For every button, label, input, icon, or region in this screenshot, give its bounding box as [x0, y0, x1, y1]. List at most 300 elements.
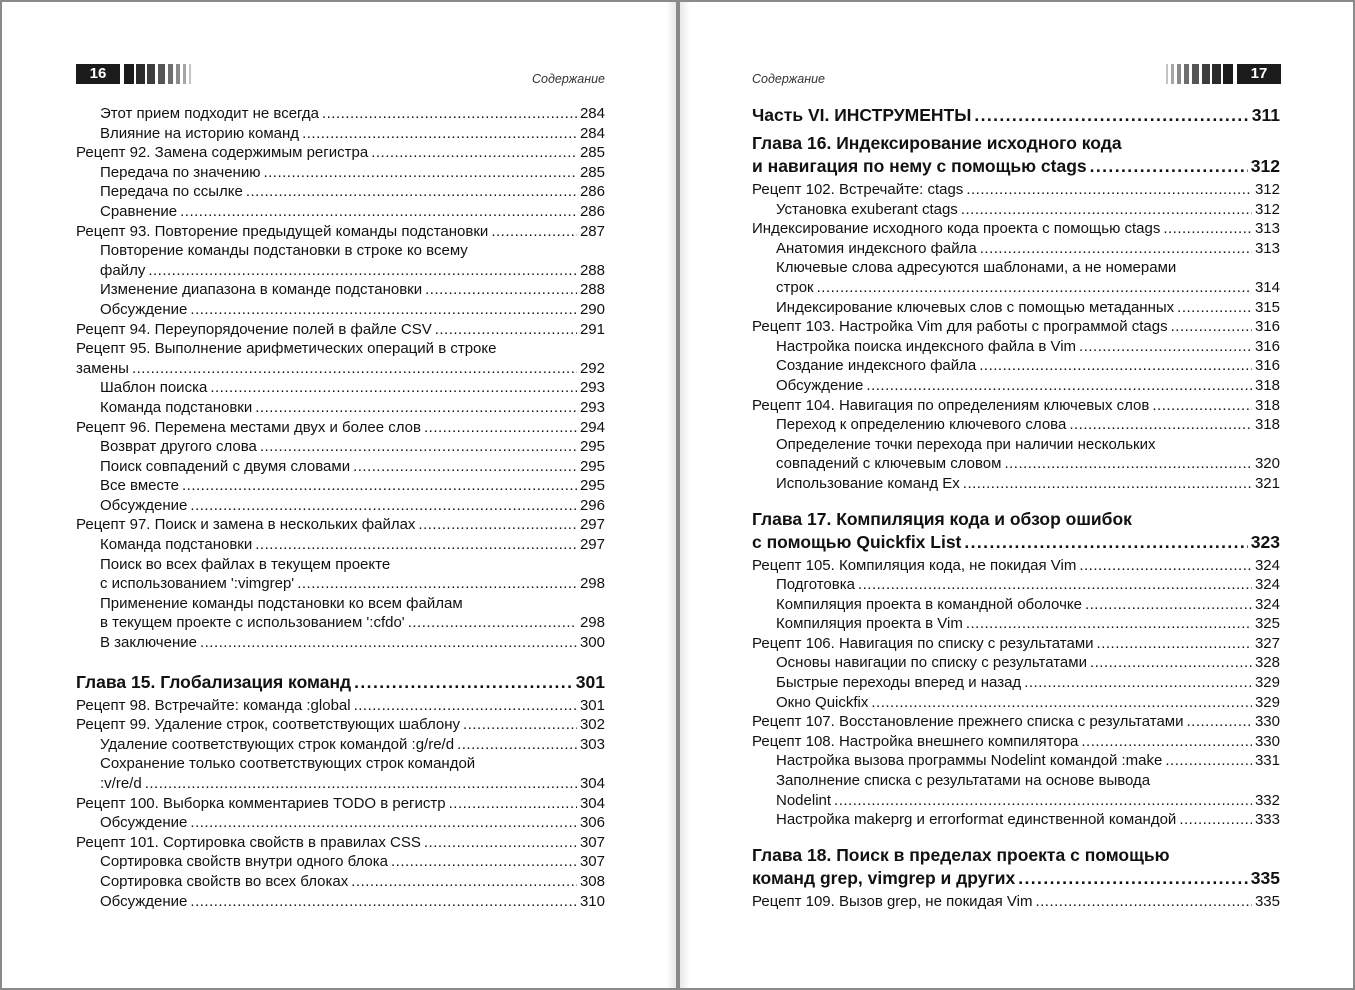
toc-gap [76, 653, 605, 671]
toc-leader-dots [297, 574, 577, 594]
toc-page-number: 295 [579, 457, 605, 475]
toc-entry [76, 182, 605, 202]
toc-gap [752, 830, 1280, 844]
toc-leader-dots [354, 671, 573, 694]
toc-page-number: 323 [1250, 531, 1280, 552]
toc-entry [76, 124, 605, 144]
toc-leader-dots [255, 535, 577, 555]
toc-entry-title: Использование команд Ex [776, 474, 960, 492]
toc-entry [76, 241, 605, 261]
toc-entry-title: Изменение диапазона в команде подстановки [100, 281, 423, 299]
toc-page-number: 297 [579, 536, 605, 554]
toc-leader-dots [491, 222, 577, 242]
toc-entry [752, 673, 1280, 693]
toc-page-number: 304 [579, 775, 605, 792]
toc-entry [76, 476, 605, 496]
toc-leader-dots [132, 359, 577, 379]
toc-entry [752, 595, 1280, 615]
right-running-title: Содержание [752, 72, 825, 86]
toc-entry-title: Повторение команды подстановки в строке ко всему [100, 242, 468, 260]
toc-heading [752, 132, 1280, 155]
toc-page-number: 301 [579, 696, 605, 714]
toc-leader-dots [424, 833, 577, 853]
toc-page-number: 318 [1254, 396, 1280, 414]
toc-entry-title: Рецепт 104. Навигация по определениям ключевых слов [752, 396, 1150, 414]
toc-entry [76, 163, 605, 183]
toc-page-number: 312 [1250, 156, 1280, 176]
toc-entry [76, 833, 605, 853]
toc-entry-title: Передача по ссылке [100, 183, 243, 201]
toc-leader-dots [145, 774, 577, 794]
toc-page-number: 306 [579, 814, 605, 832]
toc-leader-dots [1004, 454, 1252, 474]
toc-entry-title: Шаблон поиска [100, 379, 208, 397]
toc-entry [752, 474, 1280, 494]
toc-entry-title: Основы навигации по списку с результатами [776, 654, 1087, 672]
toc-page-number: 286 [579, 202, 605, 220]
toc-leader-dots [1186, 712, 1251, 732]
toc-page-number: 298 [579, 575, 605, 593]
toc-entry-title: Заполнение списка с результатами на основе вывода [776, 772, 1151, 790]
toc-gap [752, 494, 1280, 508]
toc-page-number: 300 [579, 634, 605, 652]
right-header [752, 64, 1281, 84]
toc-leader-dots [1079, 556, 1252, 576]
toc-page-number: 303 [579, 735, 605, 753]
toc-entry-title: Рецепт 93. Повторение предыдущей команды подстановки [76, 222, 489, 240]
toc-entry-title: Рецепт 99. Удаление строк, соответствующих шаблону [76, 716, 461, 734]
toc-leader-dots [966, 180, 1252, 200]
toc-entry [752, 771, 1280, 791]
toc-entry [76, 852, 605, 872]
toc-page-number: 324 [1254, 556, 1280, 574]
toc-entry-title: Обсуждение [100, 300, 188, 318]
toc-entry [752, 454, 1280, 474]
toc-page-number: 294 [579, 418, 605, 436]
toc-page-number: 318 [1254, 376, 1280, 394]
toc-page-number: 302 [579, 716, 605, 734]
toc-heading [752, 104, 1280, 127]
toc-entry-title: Поиск во всех файлах в текущем проекте [100, 555, 391, 573]
toc-entry-title: В заключение [100, 634, 197, 652]
right-page [680, 2, 1353, 988]
toc-leader-dots [463, 715, 577, 735]
toc-entry-title: команд grep, vimgrep и других [752, 867, 1016, 888]
toc-page-number: 312 [1254, 181, 1280, 198]
toc-entry [752, 712, 1280, 732]
toc-page-number: 320 [1254, 455, 1280, 473]
toc-entry-title: Настройка вызова программы Nodelint командой :make [776, 752, 1163, 770]
toc-entry-title: Удаление соответствующих строк командой :g/re/d [100, 735, 455, 753]
toc-leader-dots [260, 437, 577, 457]
toc-entry [76, 378, 605, 398]
toc-entry-title: Обсуждение [100, 496, 188, 514]
toc-page-number: 287 [579, 222, 605, 240]
toc-page-number: 324 [1254, 576, 1280, 594]
toc-page-number: 295 [579, 477, 605, 495]
toc-entry-title: Настройка поиска индексного файла в Vim [776, 337, 1077, 355]
toc-page-number: 285 [579, 163, 605, 181]
toc-page-number: 310 [579, 892, 605, 910]
toc-entry-title: Передача по значению [100, 163, 261, 181]
toc-entry [76, 320, 605, 340]
toc-leader-dots [391, 852, 577, 872]
toc-page-number: 325 [1254, 615, 1280, 633]
left-header-stripes [124, 64, 194, 84]
toc-entry-title: Сохранение только соответствующих строк командой [100, 755, 476, 773]
toc-leader-dots [418, 515, 577, 535]
toc-leader-dots [817, 278, 1252, 298]
toc-leader-dots [255, 398, 577, 418]
toc-leader-dots [182, 476, 577, 496]
toc-leader-dots [834, 791, 1252, 811]
toc-entry [76, 633, 605, 653]
toc-page-number: 316 [1254, 318, 1280, 336]
toc-entry [76, 496, 605, 516]
toc-leader-dots [980, 239, 1252, 259]
toc-page-number: 307 [579, 833, 605, 851]
toc-leader-dots [435, 320, 577, 340]
toc-entry [752, 258, 1280, 278]
toc-page-number: 292 [579, 359, 605, 377]
toc-entry [752, 376, 1280, 396]
toc-page-number: 328 [1254, 654, 1280, 672]
toc-page-number: 307 [579, 853, 605, 871]
toc-page-number: 288 [579, 281, 605, 299]
toc-leader-dots [1177, 298, 1252, 318]
toc-entry-title: Рецепт 97. Поиск и замена в нескольких файлах [76, 516, 416, 534]
toc-page-number: 330 [1254, 713, 1280, 731]
toc-entry [752, 653, 1280, 673]
toc-page-number: 288 [579, 261, 605, 279]
toc-entry-title: Обсуждение [776, 376, 864, 394]
toc-entry-title: Рецепт 94. Переупорядочение полей в файле CSV [76, 320, 432, 338]
toc-entry [752, 356, 1280, 376]
toc-leader-dots [425, 280, 577, 300]
toc-entry-title: Возврат другого слова [100, 438, 257, 456]
toc-entry [752, 892, 1280, 912]
toc-heading [752, 531, 1280, 554]
toc-entry-title: строк [776, 278, 814, 296]
toc-page-number: 330 [1254, 732, 1280, 750]
toc-page-number: 312 [1254, 200, 1280, 218]
toc-entry-title: Создание индексного файла [776, 357, 977, 375]
toc-leader-dots [1171, 317, 1252, 337]
toc-entry [752, 239, 1280, 259]
toc-page-number: 311 [1251, 105, 1280, 125]
toc-entry-title: Определение точки перехода при наличии нескольких [776, 435, 1156, 453]
toc-entry [752, 556, 1280, 576]
toc-entry [752, 575, 1280, 595]
toc-page-number: 335 [1254, 892, 1280, 910]
toc-entry-title: Рецепт 100. Выборка комментариев TODO в регистр [76, 794, 446, 812]
toc-leader-dots [963, 474, 1252, 494]
right-header-stripes [1163, 64, 1233, 84]
toc-heading [752, 844, 1280, 867]
toc-leader-dots [190, 813, 577, 833]
toc-entry-title: Установка exuberant ctags [776, 200, 958, 218]
toc-entry-title: Сортировка свойств внутри одного блока [100, 853, 388, 871]
toc-entry-title: Рецепт 103. Настройка Vim для работы с программой ctags [752, 318, 1168, 336]
toc-leader-dots [322, 104, 577, 124]
toc-page-number: 321 [1254, 474, 1280, 492]
toc-page-number: 316 [1254, 357, 1280, 375]
toc-entry [752, 810, 1280, 830]
toc-page-number: 313 [1254, 220, 1280, 238]
toc-entry [76, 696, 605, 716]
toc-entry [76, 418, 605, 438]
toc-heading [752, 155, 1280, 178]
toc-leader-dots [210, 378, 577, 398]
toc-entry-title: Глава 18. Поиск в пределах проекта с помощью [752, 844, 1170, 865]
toc-leader-dots [1090, 653, 1252, 673]
toc-entry-title: Рецепт 106. Навигация по списку с результатами [752, 634, 1094, 652]
toc-entry-title: Рецепт 102. Встречайте: ctags [752, 181, 964, 198]
toc-leader-dots [866, 376, 1252, 396]
toc-entry-title: Настройка makeprg и errorformat единственной командой [776, 811, 1177, 829]
toc-entry-title: Рецепт 107. Восстановление прежнего списка с результатами [752, 713, 1184, 731]
toc-entry-title: Обсуждение [100, 892, 188, 910]
toc-leader-dots [246, 182, 577, 202]
toc-leader-dots [1179, 810, 1252, 830]
toc-entry [76, 202, 605, 222]
toc-entry [76, 872, 605, 892]
toc-leader-dots [408, 613, 577, 633]
toc-entry [76, 813, 605, 833]
toc-entry [76, 515, 605, 535]
toc-page-number: 324 [1254, 595, 1280, 613]
toc-page-number: 318 [1254, 416, 1280, 434]
toc-entry-title: с использованием ':vimgrep' [100, 575, 295, 593]
toc-entry [76, 339, 605, 359]
toc-entry-title: Обсуждение [100, 814, 188, 832]
right-toc [752, 104, 1280, 911]
toc-entry [752, 200, 1280, 220]
toc-entry [752, 337, 1280, 357]
toc-entry-title: Команда подстановки [100, 536, 253, 554]
left-page-number: 16 [76, 64, 120, 84]
toc-leader-dots [1165, 751, 1252, 771]
toc-entry-title: Рецепт 98. Встречайте: команда :global [76, 696, 351, 714]
toc-leader-dots [1090, 155, 1248, 178]
toc-leader-dots [858, 575, 1252, 595]
toc-leader-dots [351, 872, 577, 892]
toc-leader-dots [190, 496, 577, 516]
toc-entry [752, 180, 1280, 200]
toc-entry-title: Глава 15. Глобализация команд [76, 671, 352, 692]
toc-entry [752, 298, 1280, 318]
toc-page-number: 304 [579, 794, 605, 812]
toc-entry [752, 435, 1280, 455]
toc-leader-dots [1097, 634, 1252, 654]
toc-entry-title: Рецепт 105. Компиляция кода, не покидая Vim [752, 556, 1077, 574]
toc-page-number: 297 [579, 516, 605, 534]
toc-entry-title: Рецепт 109. Вызов grep, не покидая Vim [752, 892, 1033, 910]
toc-entry-title: Команда подстановки [100, 398, 253, 416]
toc-entry-title: Сортировка свойств во всех блоках [100, 872, 349, 890]
toc-leader-dots [180, 202, 577, 222]
toc-entry [76, 398, 605, 418]
toc-page-number: 332 [1254, 791, 1280, 809]
toc-leader-dots [200, 633, 577, 653]
left-page [2, 2, 676, 988]
left-running-title: Содержание [532, 72, 605, 86]
toc-leader-dots [961, 200, 1252, 220]
toc-entry [76, 555, 605, 575]
toc-entry [76, 300, 605, 320]
toc-entry [752, 317, 1280, 337]
toc-entry [752, 396, 1280, 416]
toc-page-number: 335 [1250, 867, 1280, 888]
toc-entry [76, 594, 605, 614]
toc-entry-title: Индексирование ключевых слов с помощью метаданных [776, 298, 1175, 316]
toc-entry-title: в текущем проекте с использованием ':cfdo' [100, 614, 405, 632]
toc-entry [76, 774, 605, 794]
toc-page-number: 298 [579, 614, 605, 632]
toc-leader-dots [353, 457, 577, 477]
toc-leader-dots [354, 696, 577, 716]
toc-leader-dots [964, 531, 1247, 554]
toc-page-number: 301 [575, 671, 605, 692]
toc-entry-title: Ключевые слова адресуются шаблонами, а не номерами [776, 259, 1177, 277]
toc-leader-dots [1024, 673, 1252, 693]
toc-page-number: 296 [579, 496, 605, 514]
toc-entry [752, 634, 1280, 654]
toc-entry [76, 359, 605, 379]
toc-entry-title: Nodelint [776, 791, 832, 809]
toc-page-number: 315 [1254, 298, 1280, 316]
toc-entry-title: Рецепт 108. Настройка внешнего компилятора [752, 732, 1079, 750]
toc-entry [76, 613, 605, 633]
toc-leader-dots [190, 892, 577, 912]
toc-entry-title: Быстрые переходы вперед и назад [776, 674, 1022, 692]
toc-leader-dots [974, 104, 1248, 127]
toc-entry [76, 104, 605, 124]
toc-entry [76, 794, 605, 814]
toc-entry [76, 535, 605, 555]
toc-entry [752, 732, 1280, 752]
toc-entry-title: Подготовка [776, 576, 855, 594]
toc-leader-dots [966, 614, 1252, 634]
toc-page-number: 329 [1254, 674, 1280, 692]
toc-entry-title: Применение команды подстановки ко всем файлам [100, 594, 463, 612]
toc-entry [752, 278, 1280, 298]
toc-heading [752, 508, 1280, 531]
toc-page-number: 286 [579, 183, 605, 201]
toc-entry-title: Этот прием подходит не всегда [100, 105, 319, 122]
toc-leader-dots [424, 418, 577, 438]
toc-page-number: 314 [1254, 278, 1280, 296]
toc-entry [76, 892, 605, 912]
toc-leader-dots [1085, 595, 1252, 615]
toc-page-number: 316 [1254, 337, 1280, 355]
toc-entry-title: Окно Quickfix [776, 693, 869, 711]
right-page-number: 17 [1237, 64, 1281, 84]
toc-page-number: 293 [579, 398, 605, 416]
toc-entry [76, 143, 605, 163]
toc-leader-dots [148, 261, 577, 281]
toc-entry-title: Анатомия индексного файла [776, 239, 977, 257]
toc-page-number: 331 [1254, 752, 1280, 770]
toc-entry [752, 693, 1280, 713]
toc-entry [76, 574, 605, 594]
toc-leader-dots [1081, 732, 1252, 752]
toc-entry-title: замены [76, 359, 129, 377]
toc-leader-dots [457, 735, 577, 755]
toc-entry-title: Рецепт 101. Сортировка свойств в правилах CSS [76, 833, 421, 851]
toc-page-number: 327 [1254, 634, 1280, 652]
toc-entry-title: Переход к определению ключевого слова [776, 416, 1067, 434]
toc-entry-title: Глава 17. Компиляция кода и обзор ошибок [752, 508, 1132, 529]
toc-page-number: 293 [579, 379, 605, 397]
toc-entry-title: Все вместе [100, 477, 180, 495]
toc-leader-dots [263, 163, 577, 183]
toc-entry-title: Индексирование исходного кода проекта с помощью ctags [752, 220, 1161, 238]
toc-leader-dots [190, 300, 577, 320]
toc-leader-dots [979, 356, 1252, 376]
toc-entry-title: Часть VI. ИНСТРУМЕНТЫ [752, 105, 972, 125]
toc-entry [76, 754, 605, 774]
toc-entry [752, 219, 1280, 239]
toc-entry-title: Компиляция проекта в Vim [776, 615, 963, 633]
toc-leader-dots [449, 794, 577, 814]
toc-entry-title: :v/re/d [100, 775, 142, 792]
toc-page-number: 285 [579, 144, 605, 162]
toc-page-number: 308 [579, 872, 605, 890]
toc-entry [76, 222, 605, 242]
toc-entry [752, 415, 1280, 435]
toc-page-number: 295 [579, 438, 605, 456]
toc-page-number: 329 [1254, 693, 1280, 711]
toc-leader-dots [302, 124, 577, 144]
toc-entry-title: файлу [100, 261, 146, 279]
toc-entry-title: Рецепт 96. Перемена местами двух и более слов [76, 418, 421, 436]
toc-page-number: 290 [579, 300, 605, 318]
toc-entry [76, 280, 605, 300]
toc-entry-title: Сравнение [100, 202, 178, 220]
toc-entry [752, 791, 1280, 811]
toc-page-number: 313 [1254, 239, 1280, 257]
toc-page-number: 284 [579, 105, 605, 122]
toc-leader-dots [871, 693, 1252, 713]
toc-entry [76, 735, 605, 755]
toc-page-number: 284 [579, 124, 605, 142]
toc-leader-dots [1163, 219, 1252, 239]
toc-entry-title: и навигация по нему с помощью ctags [752, 156, 1087, 176]
toc-entry-title: совпадений с ключевым словом [776, 455, 1002, 473]
toc-heading [752, 867, 1280, 890]
toc-entry-title: с помощью Quickfix List [752, 531, 962, 552]
toc-entry-title: Поиск совпадений с двумя словами [100, 457, 351, 475]
toc-entry [76, 457, 605, 477]
toc-leader-dots [1018, 867, 1248, 890]
toc-entry [752, 751, 1280, 771]
toc-leader-dots [1035, 892, 1252, 912]
toc-entry-title: Влияние на историю команд [100, 124, 300, 142]
toc-leader-dots [1079, 337, 1252, 357]
toc-page-number: 333 [1254, 811, 1280, 829]
toc-leader-dots [1152, 396, 1252, 416]
toc-entry [752, 614, 1280, 634]
left-toc [76, 104, 605, 911]
left-header [76, 64, 605, 84]
toc-leader-dots [1069, 415, 1252, 435]
toc-entry [76, 437, 605, 457]
toc-page-number: 291 [579, 320, 605, 338]
toc-entry [76, 715, 605, 735]
toc-entry-title: Глава 16. Индексирование исходного кода [752, 133, 1122, 153]
toc-entry-title: Рецепт 92. Замена содержимым регистра [76, 144, 369, 162]
